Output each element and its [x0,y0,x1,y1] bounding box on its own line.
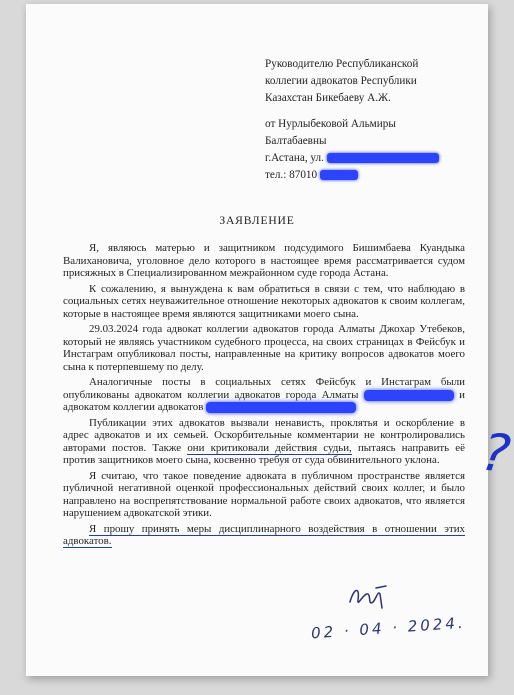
paragraph-text: пытаясь направить её против защитников моего сына, косвенно требуя от суда обвинительного уклона. [63,441,465,466]
sender-name: от Нурлыбековой Альмиры [265,118,396,130]
sender-block [265,116,439,184]
underlined-text: они критиковали действия судьи, [187,441,352,454]
sender-patronymic: Балтабаевны [265,135,327,147]
signature [346,582,390,612]
addressee-line: Казахстан Бикебаеву А.Ж. [265,92,391,104]
paragraph [63,417,465,467]
paragraph-text: Аналогичные посты в социальных сетях Фейсбук и Инстаграм были опубликованы адвокатом коллегии адвокатов города Алматы [63,376,465,401]
sender-phone [265,167,439,184]
document-page [26,4,514,676]
document-body [63,242,465,551]
paragraph: Я, являюсь матерью и защитником подсудимого Бишимбаева Куандыка Валихановича, уголовное дело которого в настоящее время рассматривается судом присяжных в Специализированном межрайонном суде города Астана. [63,242,465,279]
redaction-mark [206,402,356,413]
addressee-line: коллегии адвокатов Республики [265,75,417,87]
sender-address [265,150,439,167]
document-title: ЗАЯВЛЕНИЕ [219,214,295,227]
paragraph: К сожалению, я вынуждена к вам обратиться в связи с тем, что наблюдаю в социальных сетях неуважительное отношение некоторых адвокатов к своим коллегам, которые в настоящее время являются защитниками моего сына. [63,282,465,320]
paragraph [63,376,465,414]
question-mark-annotation: ? [477,422,514,486]
paragraph-text: Публикации этих адвокатов вызвали ненависть, проклятья и оскорбление в адрес адвокатов и их семьей. Оскорбительные комментарии не контролировались авторами постов. Также [63,416,465,454]
handwritten-date: 02 · 04 · 2024. [310,613,467,643]
addressee-line: Руководителю Республиканской [265,58,419,70]
sender-address-label: г.Астана, ул. [265,152,324,164]
paragraph: 29.03.2024 года адвокат коллегии адвокатов города Алматы Джохар Утебеков, который не являясь участником судебного процесса, на своих страницах в Фейсбук и Инстаграм опубликовал посты, направленные на критику вопросов адвокатов моего сына к потерпевшему по делу. [63,323,465,373]
redaction-mark [320,170,358,180]
paragraph-text: и адвокатом коллегии адвокатов [63,388,465,413]
paragraph [63,523,465,548]
underlined-request: Я прошу принять меры дисциплинарного воздействия в отношении этих адвокатов. [63,522,465,547]
addressee-block [265,56,418,107]
redaction-mark [364,390,454,401]
redaction-mark [327,153,439,163]
paragraph: Я считаю, что такое поведение адвоката в публичном пространстве является публичной негативной оценкой профессиональных действий своих коллег, и было направлено на воспрепятствование нормальной работе своих адвокатов, что является нарушением адвокатской этики. [63,469,465,519]
sender-phone-label: тел.: 87010 [265,169,318,181]
